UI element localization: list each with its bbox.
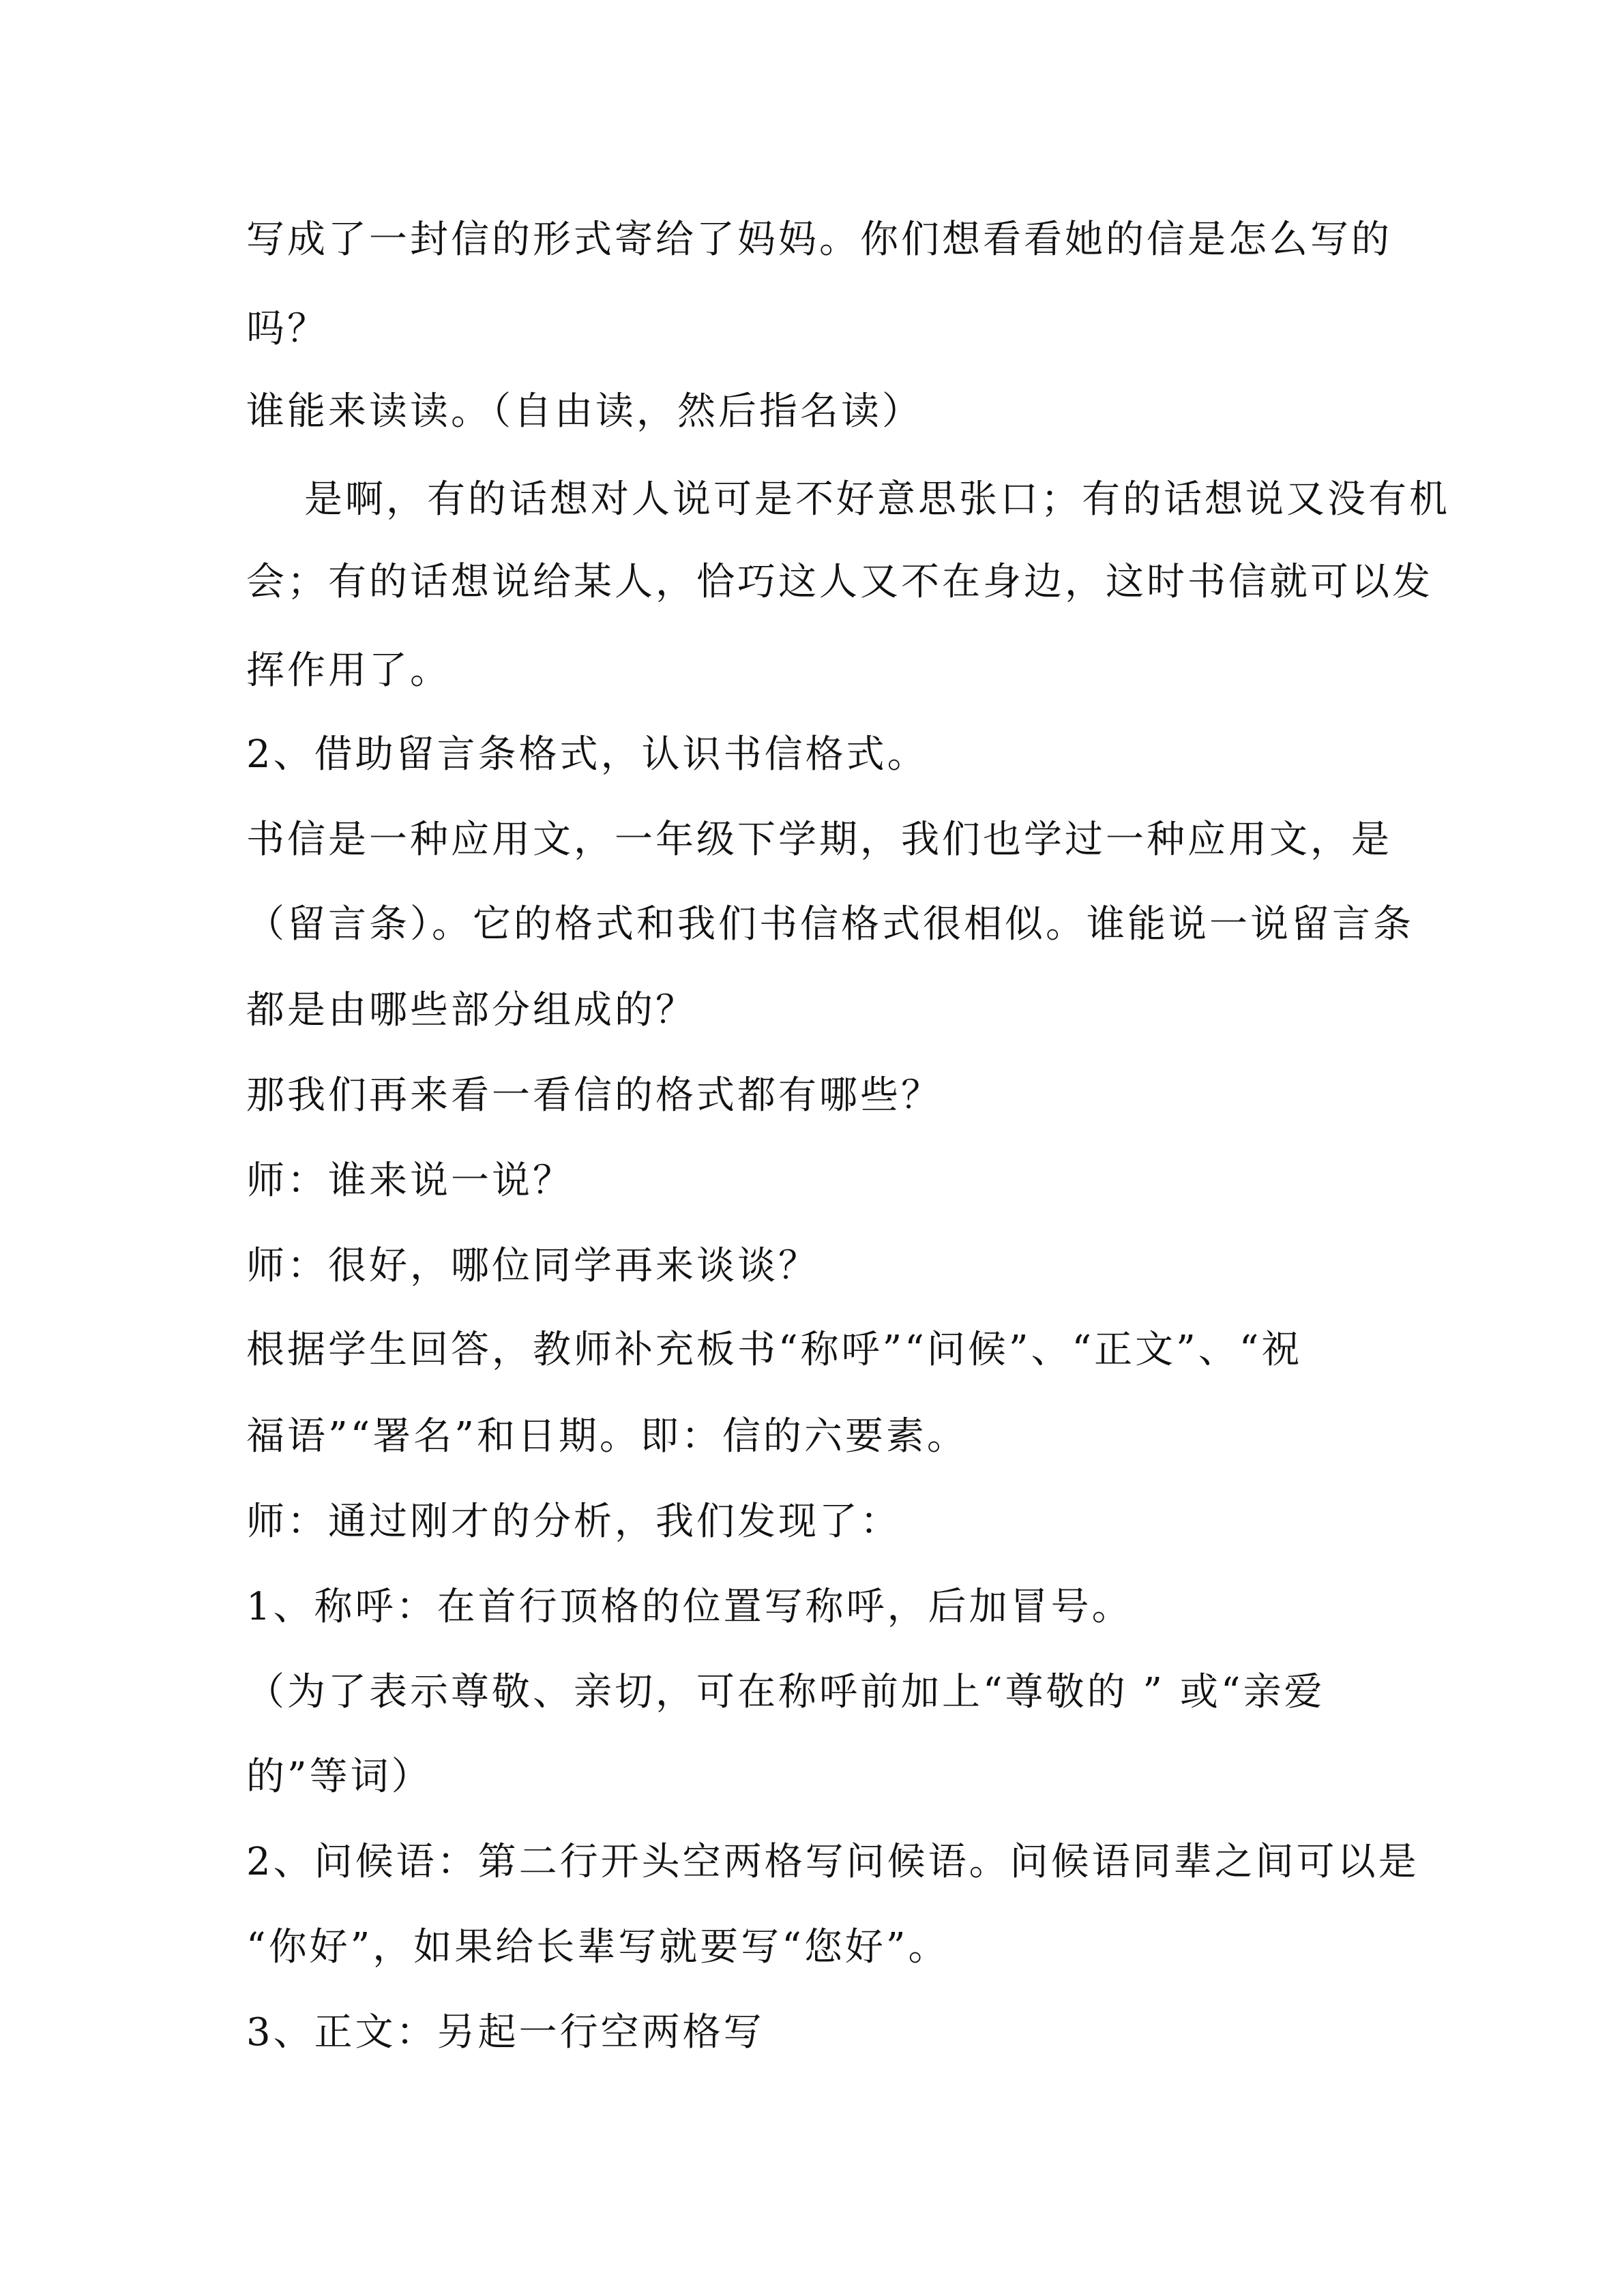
text-line-20: 2、问候语：第二行开头空两格写问候语。问候语同辈之间可以是 xyxy=(246,1840,1419,1884)
text-line-6: 挥作用了。 xyxy=(246,648,451,693)
text-line-5: 会；有的话想说给某人，恰巧这人又不在身边，这时书信就可以发 xyxy=(246,560,1433,604)
text-line-1: 写成了一封信的形式寄给了妈妈。你们想看看她的信是怎么写的 xyxy=(246,218,1392,262)
text-line-8: 书信是一种应用文，一年级下学期，我们也学过一种应用文，是 xyxy=(246,818,1392,862)
text-line-15: 福语”“署名”和日期。即：信的六要素。 xyxy=(246,1414,968,1459)
text-line-2: 吗？ xyxy=(246,307,328,351)
text-line-7: 2、借助留言条格式，认识书信格式。 xyxy=(246,732,928,777)
text-line-11: 那我们再来看一看信的格式都有哪些？ xyxy=(246,1073,942,1118)
text-line-3: 谁能来读读。（自由读，然后指名读） xyxy=(246,389,923,434)
text-line-14: 根据学生回答，教师补充板书“称呼”“问候”、“正文”、“祝 xyxy=(246,1328,1303,1372)
text-line-22: 3、正文：另起一行空两格写 xyxy=(246,2010,765,2055)
text-line-4: 是啊，有的话想对人说可是不好意思张口；有的话想说又没有机 xyxy=(304,477,1450,522)
text-line-12: 师：谁来说一说？ xyxy=(246,1159,574,1203)
text-line-16: 师：通过刚才的分析，我们发现了： xyxy=(246,1500,901,1544)
text-line-9: （留言条）。它的格式和我们书信格式很相似。谁能说一说留言条 xyxy=(246,902,1414,946)
text-line-18: （为了表示尊敬、亲切，可在称呼前加上“尊敬的 ” 或“亲爱 xyxy=(246,1670,1325,1714)
text-line-21: “你好”，如果给长辈写就要写“您好”。 xyxy=(246,1925,949,1969)
text-line-10: 都是由哪些部分组成的？ xyxy=(246,988,696,1032)
text-line-13: 师：很好，哪位同学再来谈谈？ xyxy=(246,1244,819,1288)
text-line-19: 的”等词） xyxy=(246,1755,432,1799)
text-line-17: 1、称呼：在首行顶格的位置写称呼，后加冒号。 xyxy=(246,1585,1133,1629)
